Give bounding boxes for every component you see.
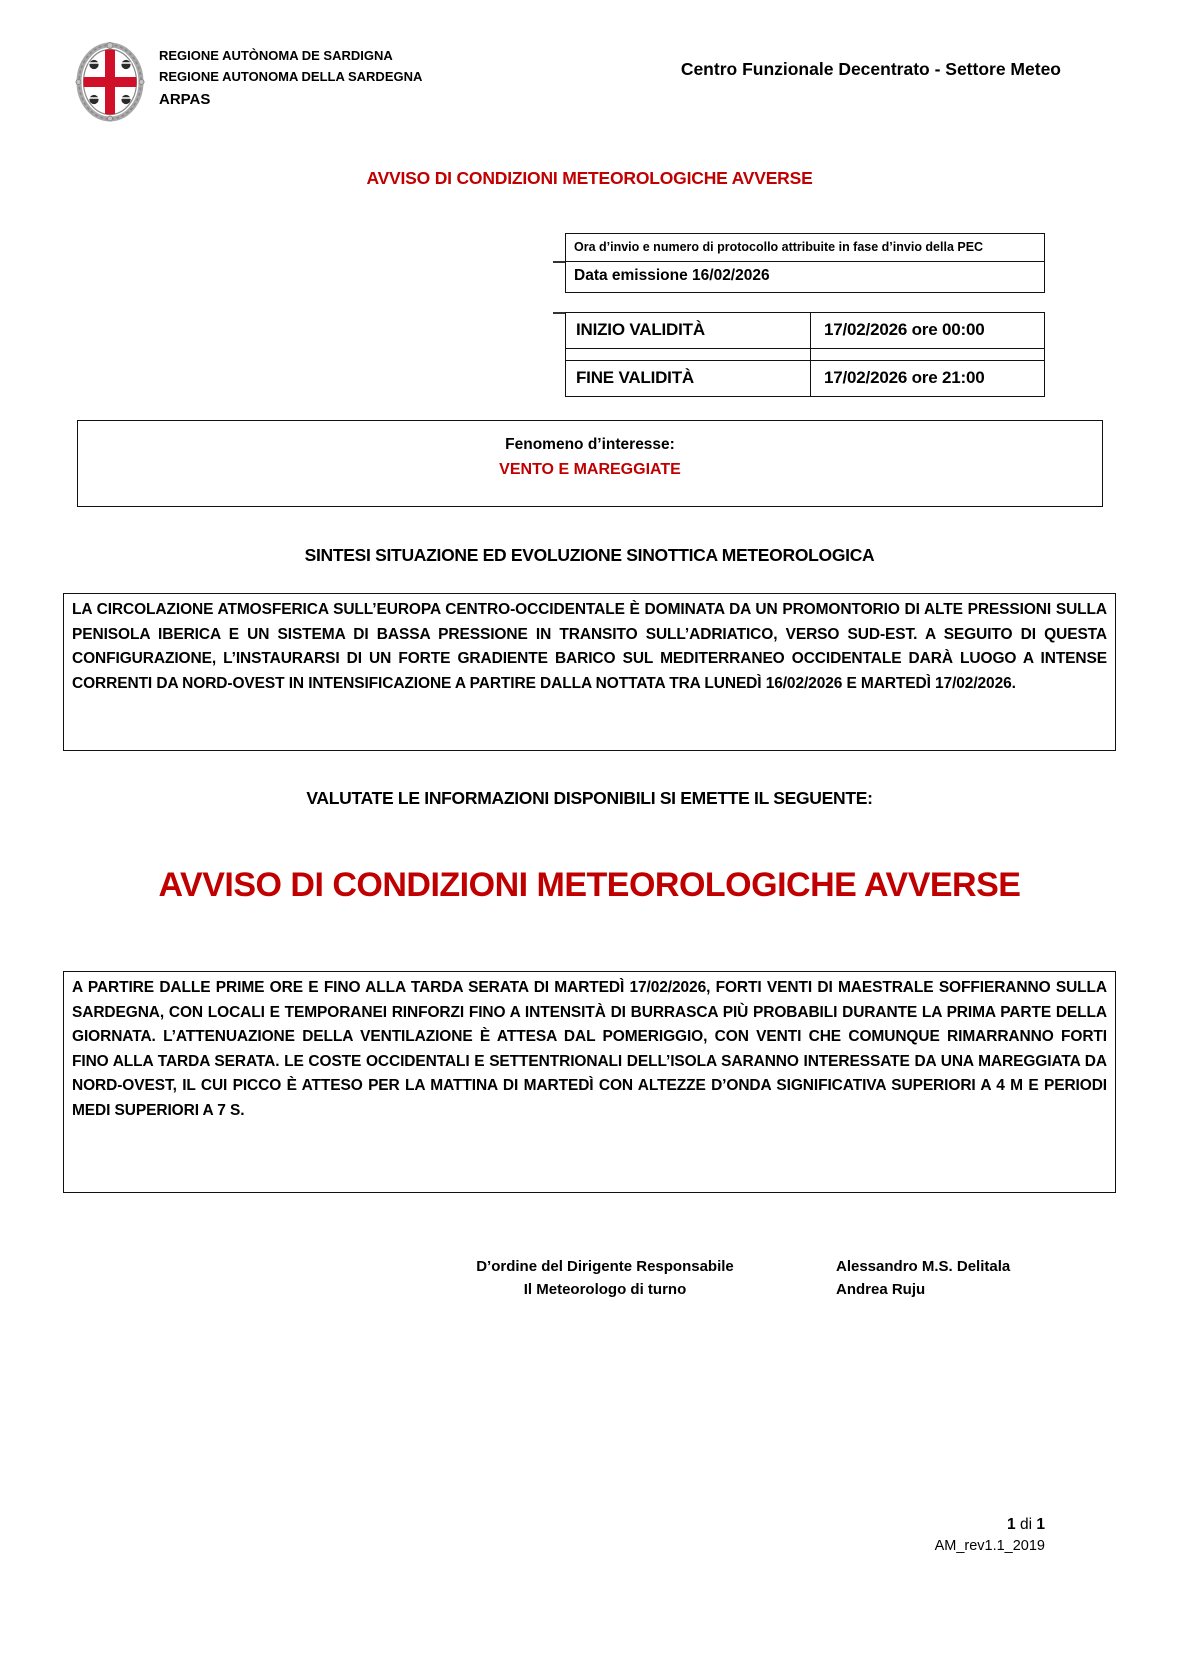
document-header xyxy=(0,0,1179,122)
validity-table-wrap xyxy=(565,312,1045,397)
validity-start-value: 17/02/2026 ore 00:00 xyxy=(811,313,1045,349)
coat-of-arms-icon xyxy=(75,42,145,122)
warning-text-box: A PARTIRE DALLE PRIME ORE E FINO ALLA TARDA SERATA DI MARTEDÌ 17/02/2026, FORTI VENTI DI MAESTRALE SOFFIERANNO SULLA SARDEGNA, CON LOCALI E TEMPORANEI RINFORZI FINO A INTENSITÀ DI BURRASCA PIÙ PROBABILI DURANTE LA PRIMA PARTE DELLA GIORNATA. L’ATTENUAZIONE DELLA VENTILAZIONE È ATTESA DAL POMERIGGIO, CON VENTI CHE COMUNQUE RIMARRANNO FORTI FINO ALLA TARDA SERATA. LE COSTE OCCIDENTALI E SETTENTRIONALI DELL’ISOLA SARANNO INTERESSATE DA UNA MAREGGIATA DA NORD-OVEST, IL CUI PICCO È ATTESO PER LA MATTINA DI MARTEDÌ CON ALTEZZE D’ONDA SIGNIFICATIVA SUPERIORI A 4 M E PERIODI MEDI SUPERIORI A 7 S. xyxy=(63,971,1116,1193)
validity-end-value: 17/02/2026 ore 21:00 xyxy=(811,361,1045,397)
spacer-cell xyxy=(811,349,1045,361)
table-row xyxy=(566,313,1045,349)
synthesis-heading: SINTESI SITUAZIONE ED EVOLUZIONE SINOTTICA METEOROLOGICA xyxy=(304,545,875,565)
emission-date: Data emissione 16/02/2026 xyxy=(566,262,1045,293)
validity-table xyxy=(565,312,1045,397)
phenomenon-box xyxy=(77,420,1103,507)
statement-line: VALUTATE LE INFORMAZIONI DISPONIBILI SI EMETTE IL SEGUENTE: xyxy=(306,788,873,808)
revision-code: AM_rev1.1_2019 xyxy=(934,1538,1045,1554)
spacer-cell xyxy=(566,349,811,361)
signature-name2: Andrea Ruju xyxy=(836,1281,926,1298)
signature-names xyxy=(836,1255,1010,1301)
pec-protocol-note: Ora d’invio e numero di protocollo attribuite in fase d’invio della PEC xyxy=(566,234,1045,262)
main-warning-title: AVVISO DI CONDIZIONI METEOROLOGICHE AVVERSE xyxy=(158,866,1021,904)
signature-name1: Alessandro M.S. Delitala xyxy=(836,1258,1011,1275)
signature-roles xyxy=(440,1255,770,1301)
synthesis-text-box: LA CIRCOLAZIONE ATMOSFERICA SULL’EUROPA CENTRO-OCCIDENTALE È DOMINATA DA UN PROMONTORIO DI ALTE PRESSIONI SULLA PENISOLA IBERICA E UN SISTEMA DI BASSA PRESSIONE IN TRANSITO SULL’ADRIATICO, VERSO SUD-EST. A SEGUITO DI QUESTA CONFIGURAZIONE, L’INSTAURARSI DI UN FORTE GRADIENTE BARICO SUL MEDITERRANEO OCCIDENTALE DARÀ LUOGO A INTENSE CORRENTI DA NORD-OVEST IN INTENSIFICAZIONE A PARTIRE DALLA NOTTATA TRA LUNEDÌ 16/02/2026 E MARTEDÌ 17/02/2026. xyxy=(63,593,1116,751)
signature-role-line1: D’ordine del Dirigente Responsabile xyxy=(476,1258,734,1275)
signature-block xyxy=(440,1255,1179,1301)
protocol-table-wrap xyxy=(565,233,1045,293)
document-title: AVVISO DI CONDIZIONI METEOROLOGICHE AVVERSE xyxy=(366,168,813,188)
validity-start-label: INIZIO VALIDITÀ xyxy=(566,313,811,349)
org-agency-name: ARPAS xyxy=(159,91,211,108)
table-row xyxy=(566,349,1045,361)
table-tick-mark xyxy=(553,261,565,263)
page-number xyxy=(935,1516,1045,1534)
phenomenon-value: VENTO E MAREGGIATE xyxy=(499,461,681,478)
protocol-table xyxy=(565,233,1045,293)
table-row xyxy=(566,234,1045,262)
sardinia-coat-of-arms-logo xyxy=(75,42,145,122)
page-total: 1 xyxy=(1036,1516,1045,1533)
table-tick-mark xyxy=(553,312,565,314)
table-row xyxy=(566,361,1045,397)
org-name-italian: REGIONE AUTONOMA DELLA SARDEGNA xyxy=(159,69,423,84)
organization-block xyxy=(159,42,422,111)
page-separator: di xyxy=(1019,1516,1033,1533)
page-footer xyxy=(935,1516,1045,1554)
department-title: Centro Funzionale Decentrato - Settore Meteo xyxy=(680,59,1061,79)
validity-end-label: FINE VALIDITÀ xyxy=(566,361,811,397)
page-current: 1 xyxy=(1007,1516,1016,1533)
header-left xyxy=(75,42,422,122)
signature-role-line2: Il Meteorologo di turno xyxy=(523,1281,687,1298)
table-row xyxy=(566,262,1045,293)
phenomenon-label: Fenomeno d’interesse: xyxy=(505,436,675,453)
org-name-sardinian: REGIONE AUTÒNOMA DE SARDIGNA xyxy=(159,48,393,63)
